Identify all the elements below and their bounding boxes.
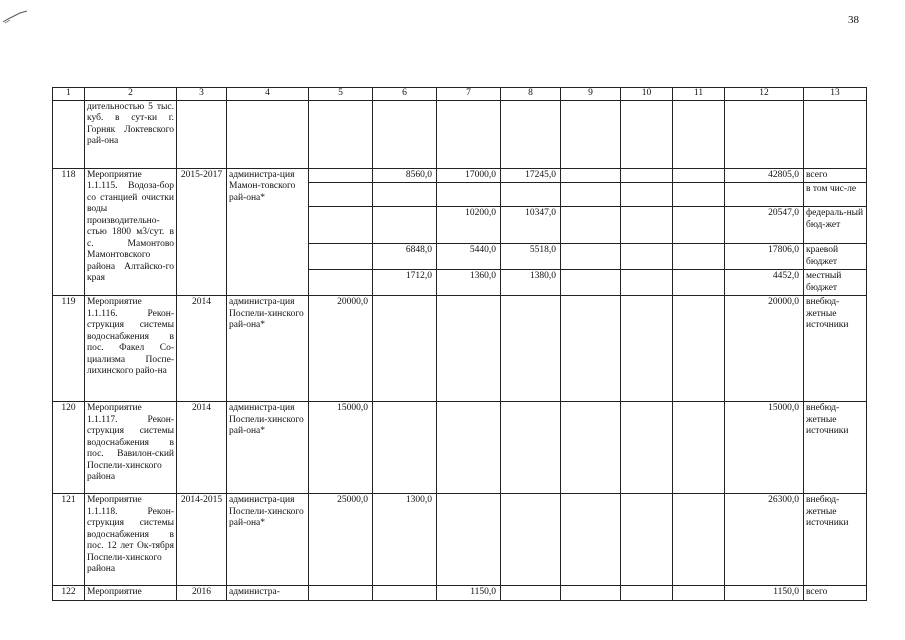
executor: администра-ция Поспели-хинского рай-она* bbox=[227, 296, 309, 402]
column-header: 11 bbox=[673, 88, 725, 101]
value-cell: 17000,0 bbox=[437, 168, 501, 183]
total-cell: 26300,0 bbox=[725, 494, 804, 586]
page-number: 38 bbox=[848, 14, 859, 26]
table-row bbox=[53, 402, 867, 494]
row-number: 122 bbox=[53, 586, 85, 601]
total-cell: 20547,0 bbox=[725, 207, 804, 244]
column-number-row bbox=[53, 88, 867, 101]
total-cell: 1150,0 bbox=[725, 586, 804, 601]
table-row bbox=[53, 100, 867, 168]
column-header: 7 bbox=[437, 88, 501, 101]
value-cell: 25000,0 bbox=[309, 494, 373, 586]
table-row bbox=[53, 296, 867, 402]
value-cell: 10347,0 bbox=[501, 207, 561, 244]
column-header: 8 bbox=[501, 88, 561, 101]
value-cell: 20000,0 bbox=[309, 296, 373, 402]
executor: администра-ция Поспели-хинского рай-она* bbox=[227, 494, 309, 586]
measure-description: Мероприятие 1.1.117. Рекон-струкция системы водоснабжения в пос. Вавилон-ский Поспели-хинского района bbox=[85, 402, 177, 494]
column-header: 3 bbox=[177, 88, 227, 101]
total-cell: 20000,0 bbox=[725, 296, 804, 402]
scan-artifact-mark bbox=[2, 10, 28, 24]
measure-description: Мероприятие 1.1.115. Водоза-бор со станцией очистки воды производительно-стью 1800 м3/сут. в с. Мамонтово Мамонтовского района Алтайско-го края bbox=[85, 168, 177, 296]
value-cell bbox=[373, 207, 437, 244]
column-header: 10 bbox=[621, 88, 673, 101]
value-cell bbox=[373, 183, 437, 207]
period: 2015-2017 bbox=[177, 168, 227, 296]
value-cell: 1380,0 bbox=[501, 270, 561, 296]
row-number: 118 bbox=[53, 168, 85, 296]
total-cell: 4452,0 bbox=[725, 270, 804, 296]
period: 2014 bbox=[177, 402, 227, 494]
funding-source: всего bbox=[804, 586, 867, 601]
value-cell: 8560,0 bbox=[373, 168, 437, 183]
value-cell: 1712,0 bbox=[373, 270, 437, 296]
measure-description: дительностью 5 тыс. куб. в сут-ки г. Горняк Локтевского рай-она bbox=[85, 100, 177, 168]
table-row bbox=[53, 168, 867, 183]
value-cell: 5518,0 bbox=[501, 244, 561, 270]
period: 2016 bbox=[177, 586, 227, 601]
funding-source: всего bbox=[804, 168, 867, 183]
value-cell: 1150,0 bbox=[437, 586, 501, 601]
funding-source: внебюд-жетные источники bbox=[804, 494, 867, 586]
program-measures-table bbox=[52, 87, 867, 601]
period: 2014 bbox=[177, 296, 227, 402]
row-number: 119 bbox=[53, 296, 85, 402]
value-cell bbox=[437, 183, 501, 207]
table-row bbox=[53, 494, 867, 586]
total-cell: 42805,0 bbox=[725, 168, 804, 183]
funding-source: в том чис-ле bbox=[804, 183, 867, 207]
column-header: 2 bbox=[85, 88, 177, 101]
value-cell bbox=[501, 183, 561, 207]
value-cell: 1300,0 bbox=[373, 494, 437, 586]
column-header: 9 bbox=[561, 88, 621, 101]
executor: администра-ция Поспели-хинского рай-она* bbox=[227, 402, 309, 494]
total-cell: 15000,0 bbox=[725, 402, 804, 494]
column-header: 5 bbox=[309, 88, 373, 101]
value-cell: 17245,0 bbox=[501, 168, 561, 183]
measure-description: Мероприятие 1.1.118. Рекон-струкция системы водоснабжения в пос. 12 лет Ок-тября Поспели-хинского района bbox=[85, 494, 177, 586]
funding-source: федераль-ный бюд-жет bbox=[804, 207, 867, 244]
measure-description: Мероприятие bbox=[85, 586, 177, 601]
total-cell bbox=[725, 183, 804, 207]
row-number: 120 bbox=[53, 402, 85, 494]
period: 2014-2015 bbox=[177, 494, 227, 586]
value-cell: 10200,0 bbox=[437, 207, 501, 244]
row-number: 121 bbox=[53, 494, 85, 586]
value-cell: 6848,0 bbox=[373, 244, 437, 270]
measure-description: Мероприятие 1.1.116. Рекон-струкция системы водоснабжения в пос. Факел Со-циализма Поспе-лихинского райо-на bbox=[85, 296, 177, 402]
column-header: 1 bbox=[53, 88, 85, 101]
funding-source: краевой бюджет bbox=[804, 244, 867, 270]
value-cell: 1360,0 bbox=[437, 270, 501, 296]
column-header: 6 bbox=[373, 88, 437, 101]
value-cell: 5440,0 bbox=[437, 244, 501, 270]
value-cell: 15000,0 bbox=[309, 402, 373, 494]
executor: администра-ция Мамон-товского рай-она* bbox=[227, 168, 309, 296]
table-row bbox=[53, 586, 867, 601]
funding-source: внебюд-жетные источники bbox=[804, 402, 867, 494]
column-header: 13 bbox=[804, 88, 867, 101]
total-cell: 17806,0 bbox=[725, 244, 804, 270]
funding-source: местный бюджет bbox=[804, 270, 867, 296]
column-header: 12 bbox=[725, 88, 804, 101]
column-header: 4 bbox=[227, 88, 309, 101]
funding-source: внебюд-жетные источники bbox=[804, 296, 867, 402]
executor: администра- bbox=[227, 586, 309, 601]
